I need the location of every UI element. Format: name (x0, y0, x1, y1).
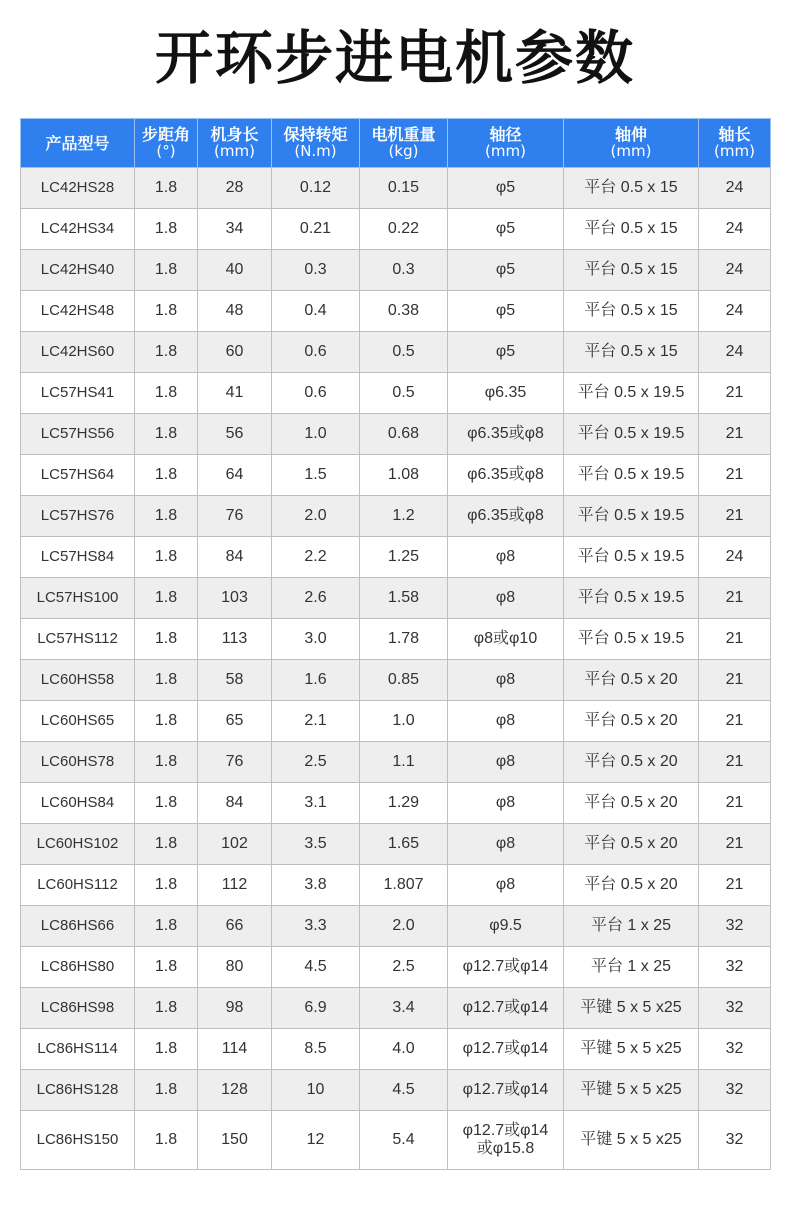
table-cell: 1.8 (135, 619, 198, 660)
table-cell: 1.58 (360, 578, 448, 619)
table-cell: 平台 0.5 x 19.5 (564, 414, 699, 455)
table-cell: 1.807 (360, 865, 448, 906)
table-cell: 8.5 (272, 1029, 360, 1070)
model-cell: LC86HS128 (21, 1070, 135, 1111)
table-cell: 34 (198, 209, 272, 250)
table-cell: 1.08 (360, 455, 448, 496)
column-header-unit: (mm) (214, 142, 255, 160)
table-cell: 平台 0.5 x 20 (564, 701, 699, 742)
table-cell: 1.8 (135, 496, 198, 537)
table-row (21, 496, 771, 537)
table-cell: 2.2 (272, 537, 360, 578)
table-row (21, 168, 771, 209)
column-header (564, 119, 699, 168)
table-cell: 2.1 (272, 701, 360, 742)
table-cell: 32 (699, 947, 771, 988)
table-cell: 平台 0.5 x 15 (564, 250, 699, 291)
table-row (21, 824, 771, 865)
column-header-unit: (mm) (485, 142, 526, 160)
table-cell: 1.8 (135, 660, 198, 701)
table-row (21, 619, 771, 660)
table-cell: 平键 5 x 5 x25 (564, 1111, 699, 1170)
table-cell: φ8 (448, 578, 564, 619)
table-cell: 112 (198, 865, 272, 906)
model-cell: LC60HS58 (21, 660, 135, 701)
table-row (21, 988, 771, 1029)
column-header-label: 轴长 (718, 125, 751, 144)
table-cell: 4.5 (360, 1070, 448, 1111)
table-cell: 21 (699, 660, 771, 701)
table-cell: 41 (198, 373, 272, 414)
table-cell: 平台 1 x 25 (564, 947, 699, 988)
table-cell: 102 (198, 824, 272, 865)
model-cell: LC86HS80 (21, 947, 135, 988)
table-row (21, 578, 771, 619)
column-header (699, 119, 771, 168)
table-cell: 84 (198, 537, 272, 578)
model-cell: LC42HS60 (21, 332, 135, 373)
model-cell: LC42HS34 (21, 209, 135, 250)
table-row (21, 250, 771, 291)
table-row (21, 209, 771, 250)
table-cell: 0.85 (360, 660, 448, 701)
table-cell: 2.6 (272, 578, 360, 619)
table-cell: φ5 (448, 332, 564, 373)
table-cell: 1.8 (135, 865, 198, 906)
table-cell: φ8 (448, 865, 564, 906)
column-header-label: 轴径 (489, 125, 522, 144)
table-cell: φ6.35或φ8 (448, 414, 564, 455)
table-cell: 21 (699, 619, 771, 660)
table-cell: 24 (699, 291, 771, 332)
table-cell: 3.4 (360, 988, 448, 1029)
table-cell: 1.8 (135, 537, 198, 578)
table-row (21, 332, 771, 373)
model-cell: LC42HS40 (21, 250, 135, 291)
table-cell: 21 (699, 496, 771, 537)
table-cell: 平台 0.5 x 15 (564, 332, 699, 373)
table-cell: 0.6 (272, 373, 360, 414)
table-cell: 40 (198, 250, 272, 291)
table-cell: 32 (699, 988, 771, 1029)
table-cell: 1.8 (135, 1070, 198, 1111)
table-cell: 21 (699, 865, 771, 906)
table-row (21, 660, 771, 701)
table-cell: 98 (198, 988, 272, 1029)
table-cell: 32 (699, 1111, 771, 1170)
table-cell: 1.8 (135, 455, 198, 496)
table-cell: φ8 (448, 701, 564, 742)
table-cell: 2.0 (272, 496, 360, 537)
column-header (448, 119, 564, 168)
model-cell: LC57HS64 (21, 455, 135, 496)
table-cell: 24 (699, 250, 771, 291)
column-header (21, 119, 135, 168)
model-cell: LC57HS100 (21, 578, 135, 619)
column-header-label: 电机重量 (371, 125, 436, 144)
table-cell: φ8或φ10 (448, 619, 564, 660)
table-cell: φ6.35 (448, 373, 564, 414)
table-cell: 58 (198, 660, 272, 701)
table-row (21, 947, 771, 988)
model-cell: LC42HS28 (21, 168, 135, 209)
table-cell: 3.3 (272, 906, 360, 947)
table-cell: 1.1 (360, 742, 448, 783)
table-cell: 3.8 (272, 865, 360, 906)
table-cell: 1.8 (135, 578, 198, 619)
model-cell: LC86HS114 (21, 1029, 135, 1070)
model-cell: LC60HS78 (21, 742, 135, 783)
table-cell: φ6.35或φ8 (448, 496, 564, 537)
table-cell: 24 (699, 537, 771, 578)
table-cell: 平键 5 x 5 x25 (564, 1029, 699, 1070)
table-cell: 1.8 (135, 332, 198, 373)
table-cell: 平台 0.5 x 19.5 (564, 578, 699, 619)
table-cell: 2.5 (360, 947, 448, 988)
model-cell: LC60HS112 (21, 865, 135, 906)
table-cell: 76 (198, 742, 272, 783)
table-cell: φ12.7或φ14 (448, 1029, 564, 1070)
table-cell: 1.8 (135, 373, 198, 414)
table-cell: 1.8 (135, 906, 198, 947)
table-cell: 平台 0.5 x 20 (564, 824, 699, 865)
table-cell: 1.8 (135, 1029, 198, 1070)
table-cell: φ6.35或φ8 (448, 455, 564, 496)
table-cell: φ5 (448, 250, 564, 291)
model-cell: LC86HS150 (21, 1111, 135, 1170)
table-row (21, 742, 771, 783)
table-cell: 1.8 (135, 742, 198, 783)
table-row (21, 373, 771, 414)
table-cell: 21 (699, 414, 771, 455)
table-cell: 2.0 (360, 906, 448, 947)
table-cell: 32 (699, 906, 771, 947)
column-header-unit: (N.m) (294, 142, 337, 160)
table-cell: 24 (699, 209, 771, 250)
table-cell: 2.5 (272, 742, 360, 783)
table-cell: 1.8 (135, 1111, 198, 1170)
table-row (21, 701, 771, 742)
column-header-label: 保持转矩 (283, 125, 348, 144)
model-cell: LC86HS98 (21, 988, 135, 1029)
table-cell: φ8 (448, 824, 564, 865)
table-cell: 平台 0.5 x 19.5 (564, 455, 699, 496)
table-cell: φ8 (448, 537, 564, 578)
table-body (21, 168, 771, 1170)
table-cell: 1.0 (360, 701, 448, 742)
model-cell: LC60HS102 (21, 824, 135, 865)
table-cell: φ8 (448, 660, 564, 701)
column-header (198, 119, 272, 168)
table-cell: 3.5 (272, 824, 360, 865)
table-cell: φ9.5 (448, 906, 564, 947)
table-cell: 48 (198, 291, 272, 332)
table-cell: φ8 (448, 742, 564, 783)
table-cell: 1.8 (135, 209, 198, 250)
table-cell: 66 (198, 906, 272, 947)
table-cell: 60 (198, 332, 272, 373)
table-cell: 0.6 (272, 332, 360, 373)
table-cell: 80 (198, 947, 272, 988)
table-cell: 1.65 (360, 824, 448, 865)
table-cell: 6.9 (272, 988, 360, 1029)
table-cell: φ12.7或φ14 或φ15.8 (448, 1111, 564, 1170)
table-row (21, 1070, 771, 1111)
table-cell: 0.5 (360, 373, 448, 414)
table-cell: 10 (272, 1070, 360, 1111)
motor-spec-table (20, 118, 771, 1170)
table-cell: 1.8 (135, 947, 198, 988)
table-cell: 1.6 (272, 660, 360, 701)
model-cell: LC57HS56 (21, 414, 135, 455)
table-cell: 平台 0.5 x 15 (564, 291, 699, 332)
table-cell: 64 (198, 455, 272, 496)
column-header-unit: (mm) (714, 142, 755, 160)
table-cell: 65 (198, 701, 272, 742)
table-cell: 1.8 (135, 414, 198, 455)
table-cell: 1.8 (135, 291, 198, 332)
table-cell: 平台 0.5 x 20 (564, 742, 699, 783)
table-cell: 平台 0.5 x 15 (564, 209, 699, 250)
table-row (21, 906, 771, 947)
model-cell: LC57HS41 (21, 373, 135, 414)
table-cell: 1.0 (272, 414, 360, 455)
table-cell: φ5 (448, 209, 564, 250)
table-header-row (21, 119, 771, 168)
table-cell: 平台 0.5 x 15 (564, 168, 699, 209)
table-cell: 103 (198, 578, 272, 619)
model-cell: LC57HS84 (21, 537, 135, 578)
column-header-unit: (kg) (388, 142, 419, 160)
table-row (21, 455, 771, 496)
table-cell: 21 (699, 578, 771, 619)
table-cell: 12 (272, 1111, 360, 1170)
model-cell: LC60HS84 (21, 783, 135, 824)
table-cell: 1.78 (360, 619, 448, 660)
table-cell: 21 (699, 742, 771, 783)
table-cell: 平台 0.5 x 20 (564, 865, 699, 906)
table-cell: 0.68 (360, 414, 448, 455)
model-cell: LC86HS66 (21, 906, 135, 947)
table-row (21, 1111, 771, 1170)
column-header-unit: (°) (156, 142, 176, 160)
table-cell: 0.15 (360, 168, 448, 209)
table-cell: 0.3 (360, 250, 448, 291)
table-cell: 28 (198, 168, 272, 209)
table-row (21, 414, 771, 455)
table-cell: 3.1 (272, 783, 360, 824)
table-cell: 1.25 (360, 537, 448, 578)
table-cell: 32 (699, 1029, 771, 1070)
table-cell: 21 (699, 783, 771, 824)
table-row (21, 291, 771, 332)
table-cell: 平台 0.5 x 19.5 (564, 373, 699, 414)
column-header-label: 产品型号 (45, 133, 110, 153)
table-cell: 1.8 (135, 168, 198, 209)
column-header-label: 步距角 (141, 125, 190, 144)
table-row (21, 865, 771, 906)
table-cell: 平台 0.5 x 20 (564, 783, 699, 824)
table-cell: 24 (699, 332, 771, 373)
table-cell: 1.8 (135, 250, 198, 291)
table-cell: 24 (699, 168, 771, 209)
table-cell: 21 (699, 455, 771, 496)
table-cell: 3.0 (272, 619, 360, 660)
table-cell: 1.8 (135, 783, 198, 824)
table-cell: 1.8 (135, 701, 198, 742)
table-cell: 0.3 (272, 250, 360, 291)
table-cell: 1.29 (360, 783, 448, 824)
column-header-unit: (mm) (610, 142, 652, 160)
table-cell: 84 (198, 783, 272, 824)
table-cell: 0.21 (272, 209, 360, 250)
table-cell: 平台 0.5 x 19.5 (564, 496, 699, 537)
table-cell: 5.4 (360, 1111, 448, 1170)
table-cell: 56 (198, 414, 272, 455)
table-cell: 4.5 (272, 947, 360, 988)
table-cell: 1.8 (135, 988, 198, 1029)
model-cell: LC60HS65 (21, 701, 135, 742)
column-header-label: 轴伸 (614, 125, 647, 144)
table-cell: 平台 1 x 25 (564, 906, 699, 947)
table-cell: 0.22 (360, 209, 448, 250)
table-cell: 平键 5 x 5 x25 (564, 988, 699, 1029)
table-cell: φ5 (448, 291, 564, 332)
table-cell: 0.4 (272, 291, 360, 332)
table-cell: φ12.7或φ14 (448, 988, 564, 1029)
table-cell: φ8 (448, 783, 564, 824)
table-cell: 0.12 (272, 168, 360, 209)
table-cell: 1.2 (360, 496, 448, 537)
table-cell: 21 (699, 824, 771, 865)
model-cell: LC42HS48 (21, 291, 135, 332)
table-cell: 平键 5 x 5 x25 (564, 1070, 699, 1111)
table-cell: 平台 0.5 x 19.5 (564, 537, 699, 578)
table-cell: 114 (198, 1029, 272, 1070)
table-cell: 平台 0.5 x 20 (564, 660, 699, 701)
table-cell: 0.38 (360, 291, 448, 332)
table-row (21, 537, 771, 578)
model-cell: LC57HS76 (21, 496, 135, 537)
page-title: 开环步进电机参数 (154, 24, 635, 92)
table-cell: 128 (198, 1070, 272, 1111)
table-cell: φ5 (448, 168, 564, 209)
table-row (21, 783, 771, 824)
table-cell: 32 (699, 1070, 771, 1111)
table-cell: 150 (198, 1111, 272, 1170)
table-cell: φ12.7或φ14 (448, 947, 564, 988)
column-header (360, 119, 448, 168)
table-cell: 0.5 (360, 332, 448, 373)
table-cell: 1.5 (272, 455, 360, 496)
table-cell: 21 (699, 373, 771, 414)
table-cell: 76 (198, 496, 272, 537)
table-cell: 21 (699, 701, 771, 742)
table-cell: 113 (198, 619, 272, 660)
column-header (135, 119, 198, 168)
table-cell: 1.8 (135, 824, 198, 865)
column-header-label: 机身长 (210, 125, 259, 144)
table-cell: φ12.7或φ14 (448, 1070, 564, 1111)
table-cell: 4.0 (360, 1029, 448, 1070)
model-cell: LC57HS112 (21, 619, 135, 660)
table-cell: 平台 0.5 x 19.5 (564, 619, 699, 660)
column-header (272, 119, 360, 168)
table-row (21, 1029, 771, 1070)
